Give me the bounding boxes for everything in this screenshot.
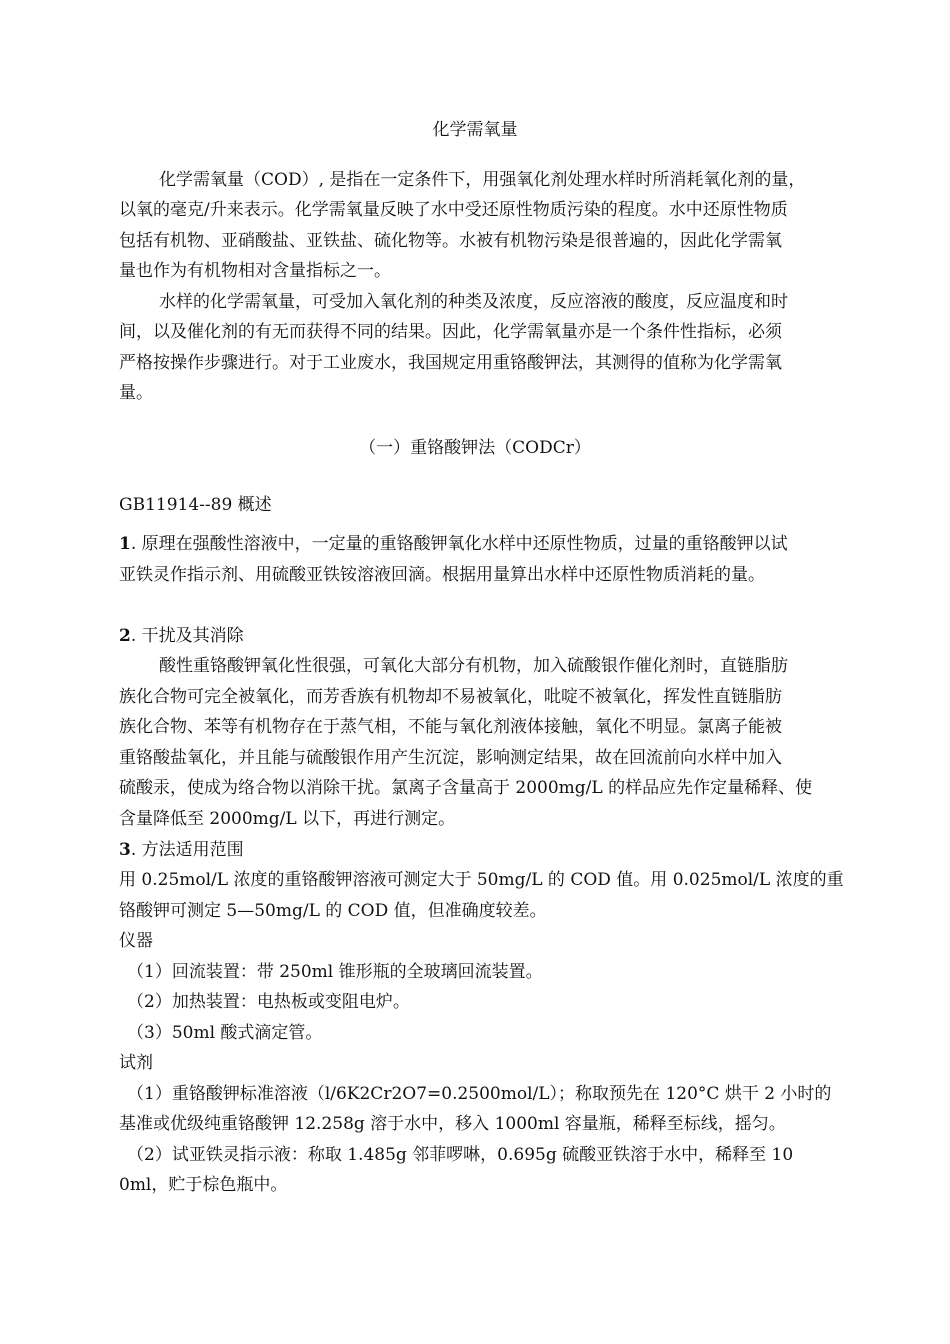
apparatus-item-2: （2）加热装置：电热板或变阻电炉。 <box>127 992 410 1012</box>
interference-line-5: 硫酸汞，使成为络合物以消除干扰。氯离子含量高于 2000mg/L 的样品应先作定量稀释、使 <box>119 778 813 798</box>
scope-heading-text: . 方法适用范围 <box>130 840 244 860</box>
intro-p2-line-4: 量。 <box>119 383 153 403</box>
standard-line: GB11914--89 概述 <box>119 495 272 515</box>
reagent-2-line-2: 0ml，贮于棕色瓶中。 <box>119 1175 288 1195</box>
apparatus-item-3: （3）50ml 酸式滴定管。 <box>127 1023 323 1043</box>
scope-line-2: 铬酸钾可测定 5—50mg/L 的 COD 值，但准确度较差。 <box>119 901 547 921</box>
reagents-heading: 试剂 <box>119 1053 153 1073</box>
interference-line-2: 族化合物可完全被氧化，而芳香族有机物却不易被氧化，吡啶不被氧化，挥发性直链脂肪 <box>119 687 782 707</box>
reagent-1-line-1: （1）重铬酸钾标准溶液（l/6K2Cr2O7=0.2500mol/L）；称取预先在 120°C 烘干 2 小时的 <box>127 1084 832 1104</box>
reagent-2-line-1: （2）试亚铁灵指示液：称取 1.485g 邻菲啰啉，0.695g 硫酸亚铁溶于水中，稀释至 10 <box>127 1145 794 1165</box>
intro-p1-line-3: 包括有机物、亚硝酸盐、亚铁盐、硫化物等。水被有机物污染是很普遍的，因此化学需氧 <box>119 231 782 251</box>
apparatus-item-1: （1）回流装置：带 250ml 锥形瓶的全玻璃回流装置。 <box>127 962 543 982</box>
intro-p1-line-1: 化学需氧量（COD）, 是指在一定条件下，用强氧化剂处理水样时所消耗氧化剂的量， <box>159 170 806 190</box>
document-title: 化学需氧量 <box>432 120 518 140</box>
intro-p2-line-3: 严格按操作步骤进行。对于工业废水，我国规定用重铬酸钾法，其测得的值称为化学需氧 <box>119 353 782 373</box>
intro-p2-line-2: 间，以及催化剂的有无而获得不同的结果。因此，化学需氧量亦是一个条件性指标，必须 <box>119 322 782 342</box>
principle-line-1 <box>119 532 788 556</box>
apparatus-heading: 仪器 <box>119 931 153 951</box>
interference-line-3: 族化合物、苯等有机物存在于蒸气相，不能与氧化剂液体接触，氧化不明显。氯离子能被 <box>119 717 782 737</box>
intro-p1-line-4: 量也作为有机物相对含量指标之一。 <box>119 261 391 281</box>
reagent-1-line-2: 基准或优级纯重铬酸钾 12.258g 溶于水中，移入 1000ml 容量瓶，稀释至标线，摇匀。 <box>119 1114 786 1134</box>
intro-p1-line-2: 以氧的毫克/升来表示。化学需氧量反映了水中受还原性物质污染的程度。水中还原性物质 <box>119 200 788 220</box>
principle-text: . 原理在强酸性溶液中，一定量的重铬酸钾氧化水样中还原性物质，过量的重铬酸钾以试 <box>130 534 788 554</box>
scope-line-1: 用 0.25mol/L 浓度的重铬酸钾溶液可测定大于 50mg/L 的 COD 值。用 0.025mol/L 浓度的重 <box>119 870 844 890</box>
interference-line-6: 含量降低至 2000mg/L 以下，再进行测定。 <box>119 809 456 829</box>
scope-number: 3 <box>119 840 131 860</box>
interference-line-4: 重铬酸盐氧化，并且能与硫酸银作用产生沉淀，影响测定结果，故在回流前向水样中加入 <box>119 748 782 768</box>
interference-number: 2 <box>119 626 131 646</box>
scope-heading <box>119 838 244 862</box>
section-title: （一）重铬酸钾法（CODCr） <box>359 438 591 458</box>
principle-number: 1 <box>119 534 131 554</box>
intro-p2-line-1: 水样的化学需氧量，可受加入氧化剂的种类及浓度，反应溶液的酸度，反应温度和时 <box>159 292 788 312</box>
interference-line-1: 酸性重铬酸钾氧化性很强，可氧化大部分有机物，加入硫酸银作催化剂时，直链脂肪 <box>159 656 788 676</box>
interference-heading <box>119 624 244 648</box>
interference-heading-text: . 干扰及其消除 <box>130 626 244 646</box>
principle-line-2: 亚铁灵作指示剂、用硫酸亚铁铵溶液回滴。根据用量算出水样中还原性物质消耗的量。 <box>119 565 765 585</box>
